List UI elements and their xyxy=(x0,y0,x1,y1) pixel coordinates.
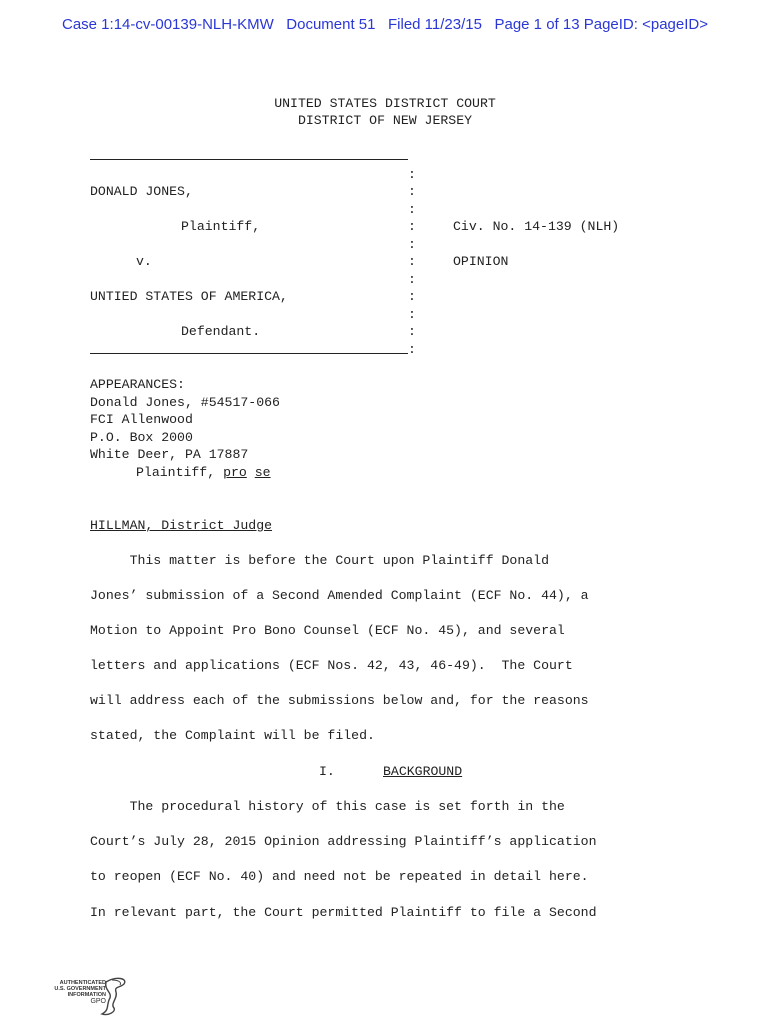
appearance-role xyxy=(136,464,271,481)
caption-colon: : xyxy=(408,254,416,269)
body-line: In relevant part, the Court permitted Plaintiff to file a Second xyxy=(90,905,597,920)
document-type: OPINION xyxy=(453,254,509,269)
filed-date: Filed 11/23/15 xyxy=(388,16,482,33)
civil-number: Civ. No. 14-139 (NLH) xyxy=(453,219,620,234)
section-title: BACKGROUND xyxy=(383,764,463,779)
appearance-line: P.O. Box 2000 xyxy=(90,430,193,445)
se-text: se xyxy=(254,465,271,480)
appearance-line: FCI Allenwood xyxy=(90,412,193,427)
appearance-line: Donald Jones, #54517-066 xyxy=(90,395,280,410)
appearance-line: White Deer, PA 17887 xyxy=(90,447,249,462)
caption-colon: : xyxy=(408,219,416,234)
versus: v. xyxy=(136,254,152,269)
defendant-name: UNTIED STATES OF AMERICA, xyxy=(90,289,288,304)
body-line: to reopen (ECF No. 40) and need not be repeated in detail here. xyxy=(90,869,589,884)
pro-text: pro xyxy=(223,465,247,480)
body-line: stated, the Complaint will be filed. xyxy=(90,728,375,743)
appearances-heading: APPEARANCES: xyxy=(90,377,185,392)
plaintiff-role: Plaintiff, xyxy=(181,219,261,234)
logo-text: AUTHENTICATED U.S. GOVERNMENT INFORMATION xyxy=(54,980,106,998)
court-name: UNITED STATES DISTRICT COURT xyxy=(274,96,496,111)
caption-colon: : xyxy=(408,307,416,322)
role-prefix: Plaintiff, xyxy=(136,465,224,480)
caption-colon: : xyxy=(408,202,416,217)
judge-name: HILLMAN, District Judge xyxy=(90,518,273,533)
body-line: Motion to Appoint Pro Bono Counsel (ECF No. 45), and several xyxy=(90,623,565,638)
body-line: The procedural history of this case is set forth in the xyxy=(90,799,565,814)
eagle-icon xyxy=(44,974,128,1020)
filing-header xyxy=(0,16,770,33)
plaintiff-name: DONALD JONES, xyxy=(90,184,193,199)
court-district: DISTRICT OF NEW JERSEY xyxy=(297,113,473,128)
body-line: Court’s July 28, 2015 Opinion addressing Plaintiff’s application xyxy=(90,834,597,849)
defendant-role: Defendant. xyxy=(181,324,261,339)
caption-colon: : xyxy=(408,289,416,304)
section-number: I. xyxy=(319,764,335,779)
body-line: will address each of the submissions below and, for the reasons xyxy=(90,693,589,708)
caption-colon: : xyxy=(408,184,416,199)
caption-colon: : xyxy=(408,324,416,339)
document-number: Document 51 xyxy=(286,16,376,33)
caption-colon: : xyxy=(408,342,416,357)
caption-top-rule xyxy=(90,159,408,160)
body-line: letters and applications (ECF Nos. 42, 43, 46-49). The Court xyxy=(90,658,573,673)
caption-colon: : xyxy=(408,167,416,182)
gpo-authentication-logo xyxy=(44,974,128,1020)
body-line: Jones’ submission of a Second Amended Complaint (ECF No. 44), a xyxy=(90,588,589,603)
body-line: This matter is before the Court upon Plaintiff Donald xyxy=(90,553,549,568)
caption-bottom-rule xyxy=(90,353,408,354)
case-number: Case 1:14-cv-00139-NLH-KMW xyxy=(62,16,274,33)
page-info: Page 1 of 13 PageID: <pageID> xyxy=(494,16,708,33)
caption-colon: : xyxy=(408,237,416,252)
caption-colon: : xyxy=(408,272,416,287)
gpo-mark: GPO xyxy=(90,998,106,1005)
